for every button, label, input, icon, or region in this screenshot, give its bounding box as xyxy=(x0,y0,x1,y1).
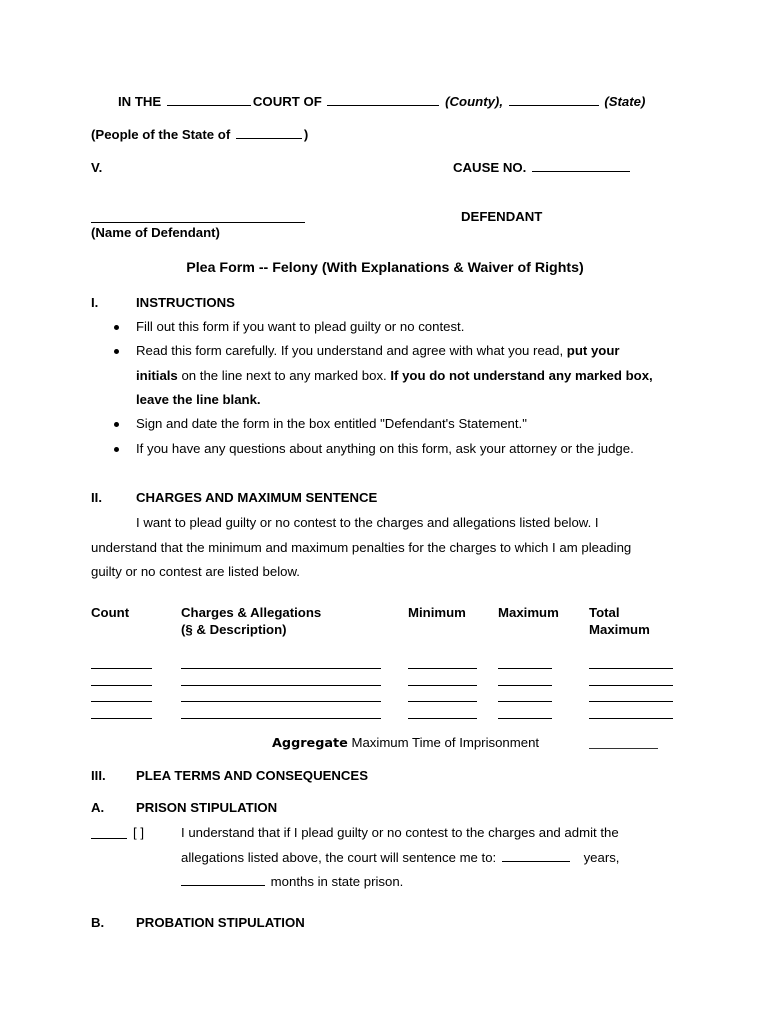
maximum-blank xyxy=(498,701,552,702)
cause-no-label: CAUSE NO. xyxy=(453,160,527,175)
aggregate-rest-label: Maximum Time of Imprisonment xyxy=(347,735,540,750)
minimum-blank xyxy=(408,701,477,702)
cause-no-blank xyxy=(532,160,630,172)
defendant-name-blank xyxy=(91,222,305,223)
total-maximum-blank xyxy=(589,668,673,669)
col-count-header: Count xyxy=(91,605,130,620)
bullet-2-text-c: initials xyxy=(136,367,178,383)
minimum-blank xyxy=(408,718,477,719)
section-1-heading: INSTRUCTIONS xyxy=(136,295,235,310)
months-blank xyxy=(181,874,265,886)
section-3-number: III. xyxy=(91,768,106,783)
minimum-blank xyxy=(408,668,477,669)
col-charges-subheader: (§ & Description) xyxy=(181,622,287,637)
prison-stipulation-line-1: I understand that if I plead guilty or no contest to the charges and admit the xyxy=(181,825,619,840)
total-maximum-blank xyxy=(589,685,673,686)
people-close-paren: ) xyxy=(303,127,309,142)
aggregate-line xyxy=(272,735,539,751)
section-1-number: I. xyxy=(91,295,99,310)
aggregate-bold-label: Aggregate xyxy=(272,736,348,751)
court-caption-line xyxy=(118,94,645,109)
state-label: (State) xyxy=(604,94,646,109)
court-name-blank xyxy=(167,94,251,106)
people-of-state-line xyxy=(91,127,308,142)
charges-blank xyxy=(181,718,381,719)
col-minimum-header: Minimum xyxy=(408,605,466,620)
instruction-bullet-3: Sign and date the form in the box entitled "Defendant's Statement." xyxy=(136,416,527,431)
years-blank xyxy=(502,850,570,862)
count-blank xyxy=(91,718,152,719)
bullet-icon xyxy=(114,422,119,427)
instruction-bullet-1: Fill out this form if you want to plead guilty or no contest. xyxy=(136,319,465,334)
maximum-blank xyxy=(498,685,552,686)
subsection-a-letter: A. xyxy=(91,800,105,815)
section-2-number: II. xyxy=(91,490,102,505)
col-total-header: Total xyxy=(589,605,620,620)
section-2-line-3: guilty or no contest are listed below. xyxy=(91,564,300,579)
bullet-2-text-e: If you do not understand any marked box, xyxy=(390,367,653,383)
in-the-label: IN THE xyxy=(118,94,162,109)
section-2-line-1: I want to plead guilty or no contest to the charges and allegations listed below. I xyxy=(136,515,599,530)
months-label: months in state prison. xyxy=(270,874,404,889)
section-2-heading: CHARGES AND MAXIMUM SENTENCE xyxy=(136,490,378,505)
subsection-b-heading: PROBATION STIPULATION xyxy=(136,915,305,930)
total-maximum-blank xyxy=(589,718,673,719)
prison-line-2-text: allegations listed above, the court will sentence me to: xyxy=(181,850,497,865)
aggregate-blank xyxy=(589,748,658,749)
maximum-blank xyxy=(498,718,552,719)
instruction-bullet-2 xyxy=(136,339,696,413)
col-total-subheader: Maximum xyxy=(589,622,650,637)
section-3-heading: PLEA TERMS AND CONSEQUENCES xyxy=(136,768,369,783)
form-title: Plea Form -- Felony (With Explanations & Waiver of Rights) xyxy=(186,260,584,276)
people-state-blank xyxy=(236,127,302,139)
charges-blank xyxy=(181,685,381,686)
minimum-blank xyxy=(408,685,477,686)
years-label: years, xyxy=(583,850,620,865)
name-of-defendant-label: (Name of Defendant) xyxy=(91,225,220,240)
prison-stipulation-line-2 xyxy=(181,850,619,865)
defendant-label: DEFENDANT xyxy=(461,209,543,224)
bullet-2-text-b: put your xyxy=(566,343,620,358)
prison-checkbox[interactable]: [ ] xyxy=(133,825,144,840)
subsection-b-letter: B. xyxy=(91,915,105,930)
instruction-bullet-4: If you have any questions about anything on this form, ask your attorney or the judge. xyxy=(136,441,634,456)
state-blank xyxy=(509,94,599,106)
bullet-2-text-f: leave the line blank. xyxy=(136,392,261,408)
bullet-icon xyxy=(114,447,119,452)
charges-blank xyxy=(181,701,381,702)
prison-initials-blank xyxy=(91,838,127,839)
count-blank xyxy=(91,685,152,686)
cause-no-line xyxy=(453,160,632,175)
subsection-a-heading: PRISON STIPULATION xyxy=(136,800,278,815)
county-label: (County), xyxy=(445,94,503,109)
charges-blank xyxy=(181,668,381,669)
county-blank xyxy=(327,94,439,106)
section-2-line-2: understand that the minimum and maximum penalties for the charges to which I am pleading xyxy=(91,540,632,555)
bullet-icon xyxy=(114,325,119,330)
versus-label: V. xyxy=(91,160,103,175)
bullet-icon xyxy=(114,349,119,354)
prison-stipulation-line-3 xyxy=(181,874,403,889)
bullet-2-text-d: on the line next to any marked box. xyxy=(177,367,391,383)
col-charges-header: Charges & Allegations xyxy=(181,605,322,620)
court-of-label: COURT OF xyxy=(252,94,322,109)
count-blank xyxy=(91,701,152,702)
total-maximum-blank xyxy=(589,701,673,702)
col-maximum-header: Maximum xyxy=(498,605,559,620)
maximum-blank xyxy=(498,668,552,669)
bullet-2-text-a: Read this form carefully. If you understand and agree with what you read, xyxy=(136,343,567,358)
people-label: (People of the State of xyxy=(91,127,231,142)
count-blank xyxy=(91,668,152,669)
